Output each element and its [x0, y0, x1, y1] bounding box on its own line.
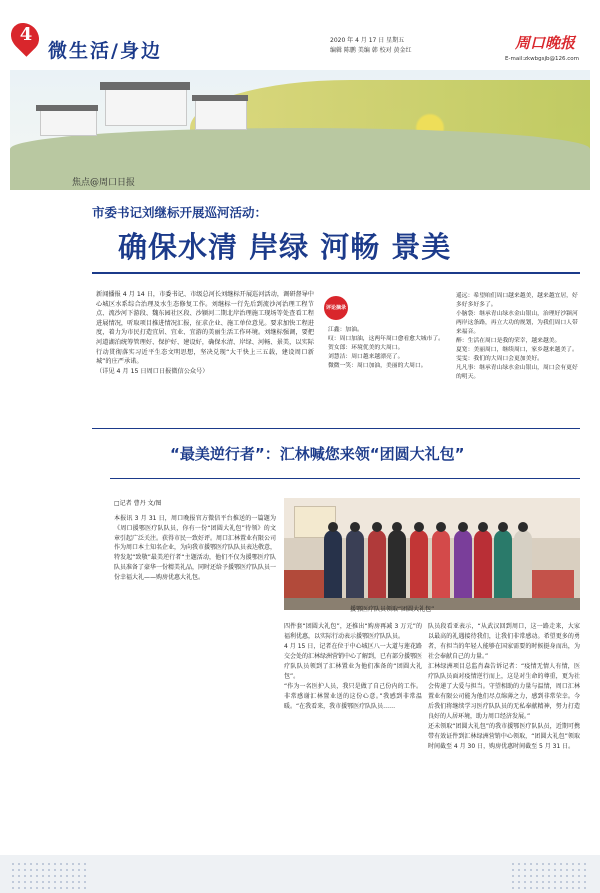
masthead-meta — [330, 36, 510, 56]
divider — [110, 478, 580, 479]
comment: 雯雯：我们的大周口会更加美好。 — [456, 356, 543, 362]
reader-comments-middle — [328, 326, 450, 371]
source-note: （详见 4 月 15 日周口日报微信公众号） — [96, 367, 209, 375]
photo-credit: 焦点@周口日报 — [72, 178, 136, 188]
article1-body — [96, 290, 314, 376]
section-title: 微生活/身边 — [48, 40, 162, 62]
article2-byline: □记者 曹丹 文/图 — [114, 500, 162, 507]
comment: 夏宽：美丽周口，继续周口，家乡越来越美了。 — [456, 347, 578, 353]
village-house — [40, 110, 97, 136]
newspaper-logo: 周口晚报 — [515, 34, 576, 52]
comment: 微微一笑：周口加油，美丽的大周口。 — [328, 363, 427, 369]
paragraph: 本报讯 3 月 31 日，周口晚报官方微信平台推送的一篇题为《周口援鄂医疗队队员，你有一份“团圆大礼包”待领》的文章引起广泛关注。获得市民一致好评。周口汇林置业有限公司作为周口本土知名企业，为向我市援鄂医疗队队员表达敬意，特发起“致敬”最美逆行者“主题活动，他们不仅为援鄂医疗队队员准备了豪华一份精美礼品，同时还给予援鄂医疗队队员一份幸福大礼——购房优惠大礼包。 — [114, 515, 277, 581]
paragraph: 新闻播报 4 月 14 日，市委书记、市级总河长刘继标开展巡河活动，调研督导中心城区水系综合治理及水生态修复工作。刘继标一行先后到流沙河治理工程节点、流沙河下游段、魏东园社区段、沙颍河二期北岸治理施工现场等处查看工程进展情况，听取项目推进情况汇报，征求企业、施工单位意见。要求加快工程进度，着力为市民打造宜居、宜业、宜游的美丽生活工作环境。刘继标强调，要把河道湖泊统筹管理好、保护好、建设好，确保水清、岸绿、河畅、景美，以实际行动贯彻落实习近平生态文明思想，坚决兑现“大干快上三五载，建设周口新城”的庄严承诺。 — [96, 291, 314, 366]
paragraph: 四件套“团圆大礼包”，还推出“购房再减 3 万元”的福利优惠，以实际行动表示援鄂医疗队队员。 — [284, 623, 422, 640]
article2-body-middle — [284, 622, 422, 712]
paragraph: 汇林绿洲项目总监肖森告诉记者：“疫情无情人有情，医疗队队员面对疫情逆行而上，这是对生命的尊重，更为社会传递了大爱与担当。守望相助的力量与温情，周口汇林置业有限公司能为他们尽点绵薄之力，感到非常荣幸。今后我们将继续学习医疗队队员的无私奉献精神，努力打造良好的人居环境，助力周口经济发展。” — [428, 663, 580, 720]
village-house — [105, 88, 187, 126]
comment: 江鑫：加油。 — [328, 327, 363, 333]
page-number: 4 — [19, 24, 33, 45]
article2-headline: “最美逆行者”：汇林喊您来领“团圆大礼包” — [170, 445, 465, 463]
comments-seal: 评论摘录 — [324, 296, 348, 320]
paragraph: 4 月 15 日，记者在位于中心城区八一大道与莲花路交会处的汇林绿洲营销中心了解到，已有部分援鄂医疗队队员领到了汇林置业为他们准备的“团圆大礼包”。 — [284, 643, 423, 680]
paragraph: 队员段看亚表示，“从武汉回到周口，这一路走来，大家以最高的礼遇接待我们，让我们非常感动。希望更多的勇者，有担当的年轻人能够在国家需要的时候挺身而出，为社会奉献自己的力量。” — [428, 623, 580, 660]
photo-caption: 援鄂医疗队员领取“团圆大礼包” — [350, 606, 435, 613]
comment: 遥远：希望咱们周口越来越美，越来越宜居，好多好多好多了。 — [456, 293, 578, 308]
paragraph: 还未领取“团圆大礼包”的我市援鄂医疗队队员，近期可携带有效证件到汇林绿洲营销中心领取，“团圆大礼包”领取时间截至 4 月 30 日，购房优惠时间截至 5 月 31 日。 — [428, 723, 580, 750]
comment: 叹：周口加油，这两年周口愈看愈大城市了。 — [328, 336, 444, 342]
comment: 凡凡事：继承青山绿水金山银山，周口会有更好的明天。 — [456, 365, 578, 380]
contact-email: E-mail:zkwbgsjb@126.com — [505, 56, 580, 62]
comment: 贺女郎：环境优美的大周口。 — [328, 345, 404, 351]
staff-line: 编辑 陈鹏 美编 韩 校对 黄金红 — [330, 47, 412, 54]
divider — [92, 428, 580, 429]
article1-headline: 确保水清 岸绿 河畅 景美 — [118, 230, 452, 264]
date-line: 2020 年 4 月 17 日 星期五 — [330, 37, 405, 44]
comment: 小脑袋：继承青山绿水金山银山，治理好沙颍河两岸这条路，再立大功的规划，为我们周口人带来福音。 — [456, 311, 578, 335]
hero-photo — [10, 70, 590, 190]
paragraph: “作为一名医护人员，我只是做了自己份内的工作。非常感谢汇林置业送的这份心意。”我感到非常温暖。“在我看来，我市援鄂医疗队队员…… — [284, 683, 422, 710]
reader-comments-right — [456, 292, 580, 382]
village-house — [195, 100, 247, 130]
article2-photo — [284, 498, 580, 610]
comment: 醉：生活在周口是我的荣幸，越来越美。 — [456, 338, 561, 344]
comment: 刘慧洁：周口越来越漂亮了。 — [328, 354, 404, 360]
footer-decoration — [0, 855, 600, 893]
article1-kicker: 市委书记刘继标开展巡河活动： — [92, 205, 268, 220]
divider — [92, 272, 580, 274]
article2-body-right — [428, 622, 580, 752]
article2-body-left — [114, 514, 276, 583]
